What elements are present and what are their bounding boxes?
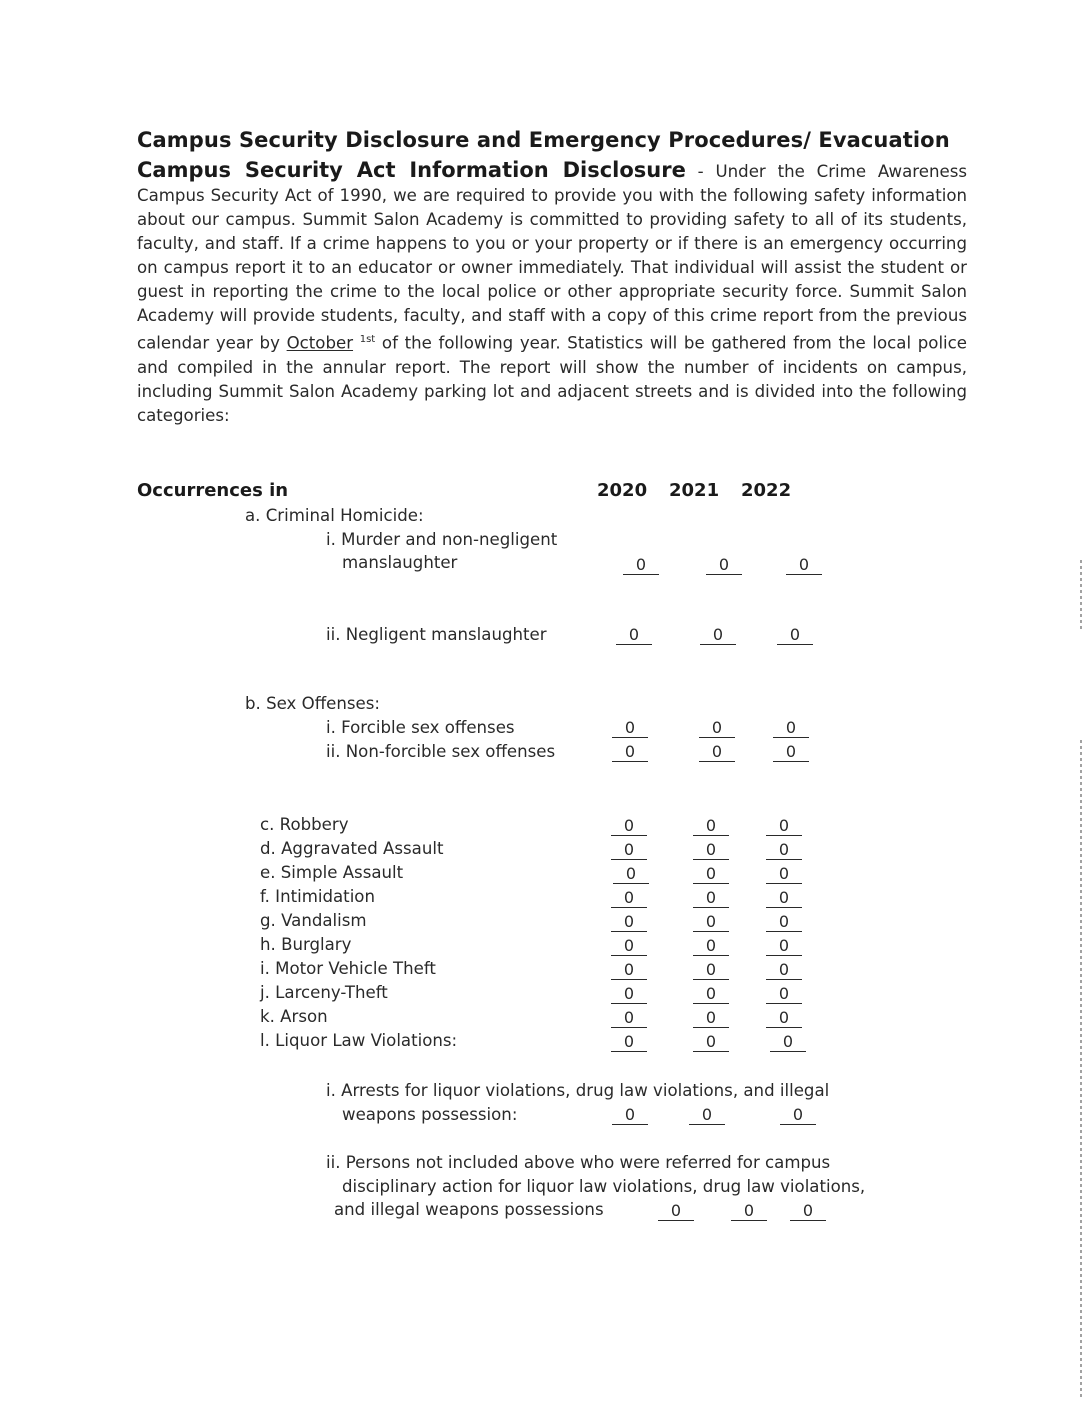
intro-text-part1: - Under the Crime Awareness Campus Security Act of 1990, we are required to provide you with the following safety information about our campus. Summit Salon Academy is committed to providing safety to all of its students, faculty, and staff. If a crime happens to you or your property or if there is an emergency occurring on campus report it to an educator or owner immediately. That individual will assist the student or guest in reporting the crime to the local police or other appropriate security force. Summit Salon Academy will provide students, faculty, and staff with a copy of this crime report from the previous calendar year by: [137, 162, 967, 353]
label-liquor-law-violations: l. Liquor Law Violations:: [260, 1031, 458, 1050]
value-motor-vehicle-2022: 0: [766, 961, 802, 980]
value-burglary-2022: 0: [766, 937, 802, 956]
label-forcible-sex-offenses: i. Forcible sex offenses: [326, 718, 515, 737]
label-larceny-theft: j. Larceny-Theft: [260, 983, 388, 1002]
value-murder-2022: 0: [786, 556, 822, 575]
section-sex-offenses: b. Sex Offenses:: [245, 694, 380, 713]
value-murder-2020: 0: [623, 556, 659, 575]
value-simple-assault-2020: 0: [613, 865, 649, 884]
document-title: Campus Security Disclosure and Emergency Procedures/ Evacuation: [137, 128, 950, 152]
value-arrests-2020: 0: [612, 1106, 648, 1125]
value-liquor-2021: 0: [693, 1033, 729, 1052]
value-larceny-2020: 0: [611, 985, 647, 1004]
value-motor-vehicle-2020: 0: [611, 961, 647, 980]
label-arrests-line1: i. Arrests for liquor violations, drug law violations, and illegal: [326, 1081, 830, 1100]
label-murder-line1: i. Murder and non-negligent: [326, 530, 558, 549]
value-liquor-2020: 0: [611, 1033, 647, 1052]
value-forcible-2020: 0: [612, 719, 648, 738]
value-liquor-2022: 0: [770, 1033, 806, 1052]
label-referred-line3: and illegal weapons possessions: [334, 1200, 604, 1219]
value-simple-assault-2021: 0: [693, 865, 729, 884]
value-intimidation-2021: 0: [693, 889, 729, 908]
label-referred-line2: disciplinary action for liquor law violations, drug law violations,: [342, 1177, 866, 1196]
label-motor-vehicle-theft: i. Motor Vehicle Theft: [260, 959, 436, 978]
value-robbery-2020: 0: [611, 817, 647, 836]
value-robbery-2021: 0: [693, 817, 729, 836]
value-intimidation-2020: 0: [611, 889, 647, 908]
label-robbery: c. Robbery: [260, 815, 349, 834]
value-forcible-2021: 0: [699, 719, 735, 738]
value-vandalism-2022: 0: [766, 913, 802, 932]
value-referred-2022: 0: [790, 1202, 826, 1221]
value-nonforcible-2020: 0: [612, 743, 648, 762]
intro-paragraph: [137, 158, 967, 428]
value-forcible-2022: 0: [773, 719, 809, 738]
value-larceny-2021: 0: [693, 985, 729, 1004]
label-arrests-line2: weapons possession:: [342, 1105, 518, 1124]
value-aggravated-2020: 0: [611, 841, 647, 860]
value-referred-2021: 0: [731, 1202, 767, 1221]
label-aggravated-assault: d. Aggravated Assault: [260, 839, 444, 858]
label-referred-line1: ii. Persons not included above who were referred for campus: [326, 1153, 831, 1172]
label-vandalism: g. Vandalism: [260, 911, 367, 930]
value-motor-vehicle-2021: 0: [693, 961, 729, 980]
value-nonforcible-2022: 0: [773, 743, 809, 762]
value-arrests-2021: 0: [689, 1106, 725, 1125]
label-burglary: h. Burglary: [260, 935, 352, 954]
label-negligent-manslaughter: ii. Negligent manslaughter: [326, 625, 547, 644]
value-aggravated-2022: 0: [766, 841, 802, 860]
label-arson: k. Arson: [260, 1007, 328, 1026]
value-negligent-2021: 0: [700, 626, 736, 645]
scan-edge-artifact: [1080, 560, 1082, 630]
value-arson-2022: 0: [766, 1009, 802, 1028]
value-robbery-2022: 0: [766, 817, 802, 836]
value-referred-2020: 0: [658, 1202, 694, 1221]
section-criminal-homicide: a. Criminal Homicide:: [245, 506, 424, 525]
label-murder-line2: manslaughter: [342, 553, 458, 572]
value-nonforcible-2021: 0: [699, 743, 735, 762]
value-burglary-2020: 0: [611, 937, 647, 956]
value-negligent-2020: 0: [616, 626, 652, 645]
value-larceny-2022: 0: [766, 985, 802, 1004]
scan-edge-artifact: [1080, 740, 1082, 1400]
section-subtitle: Campus Security Act Information Disclosure: [137, 158, 686, 182]
year-header-2021: 2021: [669, 480, 720, 501]
year-header-2022: 2022: [741, 480, 792, 501]
occurrences-heading: Occurrences in: [137, 480, 289, 501]
value-simple-assault-2022: 0: [766, 865, 802, 884]
year-header-2020: 2020: [597, 480, 648, 501]
value-arson-2020: 0: [611, 1009, 647, 1028]
label-nonforcible-sex-offenses: ii. Non-forcible sex offenses: [326, 742, 556, 761]
value-arrests-2022: 0: [780, 1106, 816, 1125]
value-burglary-2021: 0: [693, 937, 729, 956]
value-intimidation-2022: 0: [766, 889, 802, 908]
value-aggravated-2021: 0: [693, 841, 729, 860]
value-negligent-2022: 0: [777, 626, 813, 645]
label-simple-assault: e. Simple Assault: [260, 863, 404, 882]
label-intimidation: f. Intimidation: [260, 887, 375, 906]
report-date-month: October: [286, 333, 354, 353]
value-vandalism-2020: 0: [611, 913, 647, 932]
value-murder-2021: 0: [706, 556, 742, 575]
intro-text-part2: of the following year. Statistics will be gathered from the local police and compiled in the annular report. The report will show the number of incidents on campus, including Summit Salon Academy parking lot and adjacent streets and is divided into the following categories:: [137, 333, 968, 425]
report-date-day: 1st: [359, 334, 376, 345]
value-arson-2021: 0: [693, 1009, 729, 1028]
value-vandalism-2021: 0: [693, 913, 729, 932]
